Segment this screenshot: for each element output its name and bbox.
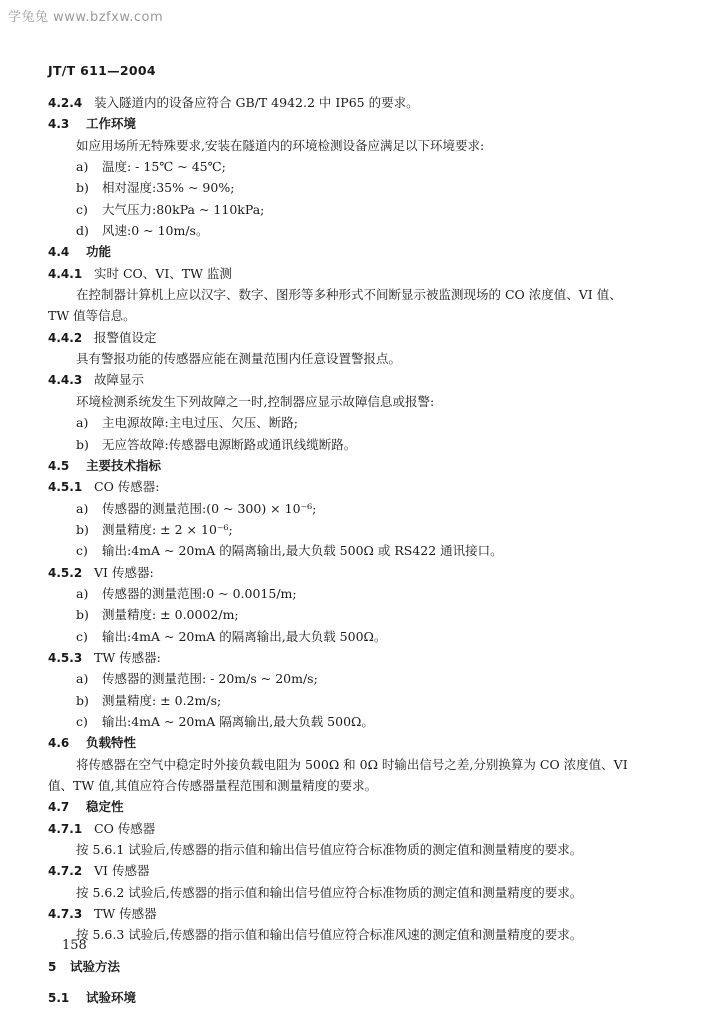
site-watermark: 学兔兔 www.bzfxw.com xyxy=(8,10,164,25)
chapter-heading xyxy=(48,956,668,977)
list-item xyxy=(48,519,668,540)
paragraph-text: 按 5.6.3 试验后,传感器的指示值和输出信号值应符合标准风速的测定值和测量精度的要求。 xyxy=(76,927,583,943)
list-item-text: 传感器的测量范围:0 ~ 0.0015/m; xyxy=(102,585,297,601)
clause-title: 装入隧道内的设备应符合 GB/T 4942.2 中 IP65 的要求。 xyxy=(94,95,419,110)
clause-number: 4.7.1 xyxy=(48,821,83,836)
list-marker: b) xyxy=(76,180,89,196)
paragraph-text: 如应用场所无特殊要求,安装在隧道内的环境检测设备应满足以下环境要求: xyxy=(76,137,485,153)
paragraph-text: 在控制器计算机上应以汉字、数字、图形等多种形式不间断显示被监测现场的 CO 浓度值、VI 值、 xyxy=(76,287,622,303)
clause-number: 5 xyxy=(48,959,57,974)
clause-heading xyxy=(48,327,668,348)
section-heading xyxy=(48,113,668,134)
list-item xyxy=(48,412,668,433)
list-marker: c) xyxy=(76,543,88,559)
list-marker: c) xyxy=(76,628,88,644)
clause-title: 实时 CO、VI、TW 监测 xyxy=(94,265,232,281)
paragraph-text: 环境检测系统发生下列故障之一时,控制器应显示故障信息或报警: xyxy=(76,393,435,409)
list-marker: a) xyxy=(76,159,89,175)
paragraph-text: 按 5.6.2 试验后,传感器的指示值和输出信号值应符合标准物质的测定值和测量精度的要求。 xyxy=(76,884,583,900)
list-item xyxy=(48,626,668,647)
list-item xyxy=(48,604,668,625)
clause-heading xyxy=(48,369,668,390)
list-item xyxy=(48,434,668,455)
clause-heading xyxy=(48,263,668,284)
clause-title: 稳定性 xyxy=(86,799,124,815)
clause-heading xyxy=(48,647,668,668)
paragraph-text: 具有警报功能的传感器应能在测量范围内任意设置警报点。 xyxy=(76,351,402,367)
clause-title: VI 传感器: xyxy=(94,564,154,580)
list-item-text: 测量精度: ± 2 × 10⁻⁶; xyxy=(102,521,233,537)
clause-heading xyxy=(48,476,668,497)
paragraph-text: 将传感器在空气中稳定时外接负载电阻为 500Ω 和 0Ω 时输出信号之差,分别换算为 CO 浓度值、VI xyxy=(76,756,628,772)
list-marker: a) xyxy=(76,500,89,516)
clause-title: 试验方法 xyxy=(70,958,121,974)
list-item-text: 测量精度: ± 0.0002/m; xyxy=(102,607,239,623)
list-item xyxy=(48,711,668,732)
section-heading xyxy=(48,987,668,1008)
list-item xyxy=(48,583,668,604)
list-item xyxy=(48,668,668,689)
list-item xyxy=(48,498,668,519)
list-item-text: 大气压力:80kPa ~ 110kPa; xyxy=(102,201,265,217)
clause-number: 4.4.1 xyxy=(48,266,83,281)
list-marker: c) xyxy=(76,713,88,729)
list-marker: a) xyxy=(76,415,89,431)
clause-number: 4.4.2 xyxy=(48,330,83,345)
section-gap xyxy=(48,946,668,956)
clause-number: 4.4.3 xyxy=(48,373,83,388)
clause-title: 工作环境 xyxy=(86,116,137,132)
list-item-text: 主电源故障:主电过压、欠压、断路; xyxy=(102,415,298,431)
clause-heading xyxy=(48,562,668,583)
section-heading xyxy=(48,796,668,817)
list-marker: c) xyxy=(76,201,88,217)
list-marker: b) xyxy=(76,521,89,537)
paragraph-continuation: TW 值等信息。 xyxy=(48,308,136,324)
clause-title: 报警值设定 xyxy=(94,329,157,345)
clause-title: 试验环境 xyxy=(86,990,137,1006)
clause-number: 4.7 xyxy=(48,800,70,815)
section-heading xyxy=(48,732,668,753)
list-item-text: 无应答故障:传感器电源断路或通讯线缆断路。 xyxy=(102,436,357,452)
section-gap xyxy=(48,977,668,987)
list-item xyxy=(48,220,668,241)
clause-heading xyxy=(48,818,668,839)
list-item xyxy=(48,177,668,198)
clause-title: 主要技术指标 xyxy=(86,457,162,473)
clause-title: 故障显示 xyxy=(94,372,145,388)
clause-heading xyxy=(48,92,668,113)
clause-number: 4.4 xyxy=(48,245,70,260)
list-marker: b) xyxy=(76,607,89,623)
section-heading xyxy=(48,241,668,262)
clause-title: CO 传感器: xyxy=(94,479,160,495)
list-item xyxy=(48,540,668,561)
clause-number: 4.5 xyxy=(48,458,70,473)
clause-title: TW 传感器: xyxy=(94,649,161,665)
clause-number: 5.1 xyxy=(48,991,70,1006)
clause-number: 4.7.2 xyxy=(48,864,83,879)
clause-title: CO 传感器 xyxy=(94,820,156,836)
list-item-text: 输出:4mA ~ 20mA 的隔离输出,最大负载 500Ω 或 RS422 通讯接口。 xyxy=(102,543,503,559)
clause-number: 4.7.3 xyxy=(48,907,83,922)
list-marker: b) xyxy=(76,692,89,708)
clause-heading xyxy=(48,860,668,881)
list-marker: a) xyxy=(76,671,89,687)
clause-number: 4.3 xyxy=(48,117,70,132)
list-item-text: 传感器的测量范围:(0 ~ 300) × 10⁻⁶; xyxy=(102,500,317,516)
list-item-text: 输出:4mA ~ 20mA 隔离输出,最大负载 500Ω。 xyxy=(102,713,374,729)
list-marker: d) xyxy=(76,223,89,239)
list-item-text: 风速:0 ~ 10m/s。 xyxy=(102,223,209,239)
list-item-text: 传感器的测量范围: - 20m/s ~ 20m/s; xyxy=(102,671,318,687)
clause-number: 4.2.4 xyxy=(48,96,83,110)
list-item xyxy=(48,199,668,220)
clause-title: TW 传感器 xyxy=(94,906,157,922)
list-item-text: 相对湿度:35% ~ 90%; xyxy=(102,180,235,196)
list-marker: a) xyxy=(76,585,89,601)
clause-number: 4.5.1 xyxy=(48,480,83,495)
list-marker: b) xyxy=(76,436,89,452)
list-item-text: 输出:4mA ~ 20mA 的隔离输出,最大负载 500Ω。 xyxy=(102,628,387,644)
paragraph-continuation: 值、TW 值,其值应符合传感器量程范围和测量精度的要求。 xyxy=(48,778,378,793)
clause-number: 4.5.3 xyxy=(48,650,83,665)
clause-heading xyxy=(48,903,668,924)
document-code: JT/T 611—2004 xyxy=(48,63,156,78)
list-item xyxy=(48,156,668,177)
document-body xyxy=(48,92,668,1008)
paragraph-text: 按 5.6.1 试验后,传感器的指示值和输出信号值应符合标准物质的测定值和测量精度的要求。 xyxy=(76,842,583,858)
clause-number: 4.5.2 xyxy=(48,565,83,580)
list-item-text: 温度: - 15℃ ~ 45℃; xyxy=(102,159,226,175)
clause-title: VI 传感器 xyxy=(94,863,150,879)
list-item xyxy=(48,690,668,711)
clause-title: 负载特性 xyxy=(86,735,137,751)
page-number: 158 xyxy=(62,938,87,953)
section-heading xyxy=(48,455,668,476)
list-item-text: 测量精度: ± 0.2m/s; xyxy=(102,692,222,708)
clause-title: 功能 xyxy=(86,244,112,260)
clause-number: 4.6 xyxy=(48,736,70,751)
